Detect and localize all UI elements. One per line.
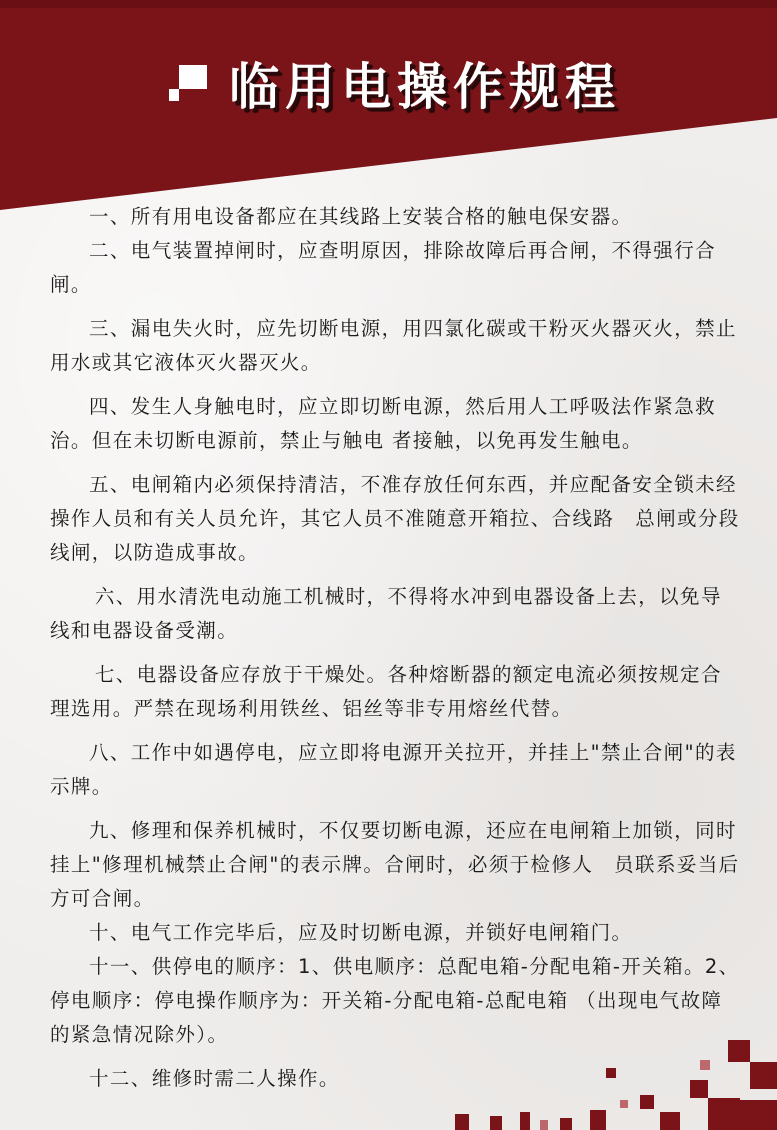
- rule-item: 七、电器设备应存放于干燥处。各种熔断器的额定电流必须按规定合理选用。严禁在现场利用铁丝、铝丝等非专用熔丝代替。: [50, 663, 722, 720]
- rule-item: 十一、供停电的顺序：1、供电顺序：总配电箱-分配电箱-开关箱。2、停电顺序：停电操作顺序为：开关箱-分配电箱-总配电箱 （出现电气故障的紧急情况除外）。: [50, 955, 740, 1046]
- rule-item: 十、电气工作完毕后，应及时切断电源，并锁好电闸箱门。: [89, 921, 633, 944]
- title-bar: [165, 48, 621, 118]
- rule-item: 九、修理和保养机械时，不仅要切断电源，还应在电闸箱上加锁，同时挂上"修理机械禁止合闸"的表示牌。合闸时，必须于检修人 员联系妥当后方可合闸。: [50, 819, 740, 910]
- rule-item: 八、工作中如遇停电，应立即将电源开关拉开，并挂上"禁止合闸"的表示牌。: [50, 741, 737, 798]
- rule-item: 四、发生人身触电时，应立即切断电源，然后用人工呼吸法作紧急救治。但在未切断电源前，禁止与触电 者接触，以免再发生触电。: [50, 395, 717, 452]
- page-title: 临用电操作规程: [229, 58, 621, 116]
- rule-item: 五、电闸箱内必须保持清洁，不准存放任何东西，并应配备安全锁未经操作人员和有关人员允许，其它人员不准随意开箱拉、合线路 总闸或分段线闸，以防造成事故。: [50, 473, 740, 564]
- rule-item: 十二、维修时需二人操作。: [89, 1067, 340, 1090]
- rule-item: 一、所有用电设备都应在其线路上安装合格的触电保安器。: [89, 205, 633, 228]
- rule-item: 三、漏电失火时，应先切断电源，用四氯化碳或干粉灭火器灭火，禁止用水或其它液体灭火器灭火。: [50, 317, 737, 374]
- rule-item: 六、用水清洗电动施工机械时，不得将水冲到电器设备上去，以免导线和电器设备受潮。: [50, 585, 722, 642]
- rules-body: [50, 200, 740, 1096]
- rule-item: 二、电气装置掉闸时，应查明原因，排除故障后再合闸，不得强行合闸。: [50, 239, 717, 296]
- square-corner-icon: [165, 61, 209, 105]
